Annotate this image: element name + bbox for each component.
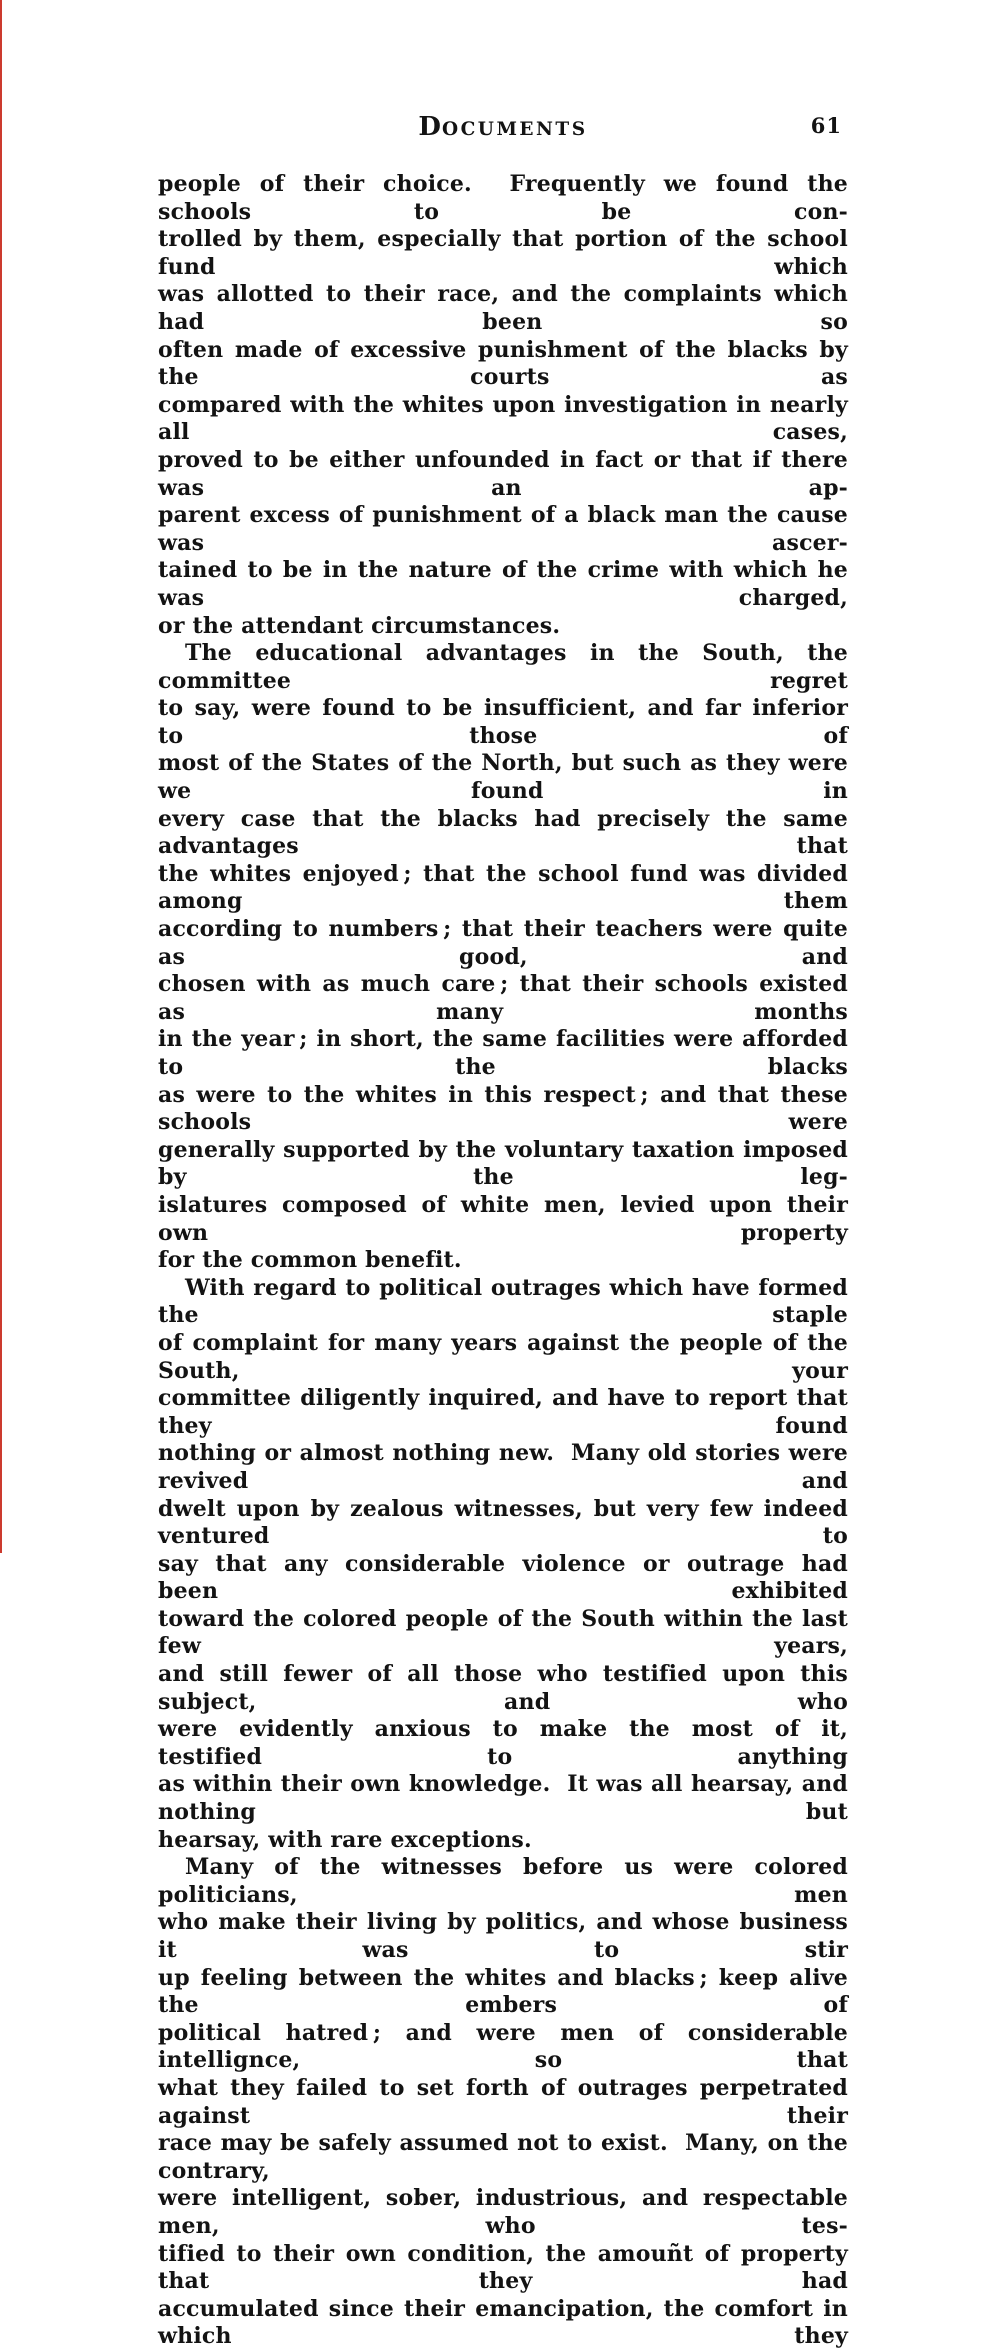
text-line: With regard to political outrages which have formed the staple — [158, 1274, 848, 1329]
text-line: were intelligent, sober, industrious, and respectable men, who tes- — [158, 2185, 848, 2239]
running-head — [158, 112, 848, 142]
text-line: often made of excessive punishment of the blacks by the courts as — [158, 336, 848, 391]
text-line: the whites enjoyed ; that the school fund was divided among them — [158, 860, 848, 915]
text-line: and still fewer of all those who testified upon this subject, and who — [158, 1661, 848, 1715]
scan-edge-artifact — [0, 0, 2, 1553]
text-line: were evidently anxious to make the most of it, testified to anything — [158, 1716, 848, 1770]
text-line: race may be safely assumed not to exist. Many, on the contrary, — [158, 2130, 848, 2184]
text-line: every case that the blacks had precisely the same advantages that — [158, 805, 848, 860]
text-line: The educational advantages in the South, the committee regret — [158, 640, 848, 694]
text-line: parent excess of punishment of a black man the cause was ascer- — [158, 502, 848, 556]
text-line: committee diligently inquired, and have to report that they found — [158, 1385, 848, 1439]
text-line: up feeling between the whites and blacks ; keep alive the embers of — [158, 1964, 848, 2019]
text-line: tained to be in the nature of the crime with which he was charged, — [158, 557, 848, 611]
text-line: tified to their own condition, the amouñt of property that they had — [158, 2240, 848, 2295]
page-number: 61 — [810, 113, 842, 138]
text-line: hearsay, with rare exceptions. — [158, 1826, 532, 1853]
text-line: accumulated since their emancipation, the comfort in which they — [158, 2295, 848, 2350]
text-line: chosen with as much care ; that their schools existed as many months — [158, 971, 848, 1025]
text-line: islatures composed of white men, levied upon their own property — [158, 1191, 848, 1246]
text-line: who make their living by politics, and whose business it was to stir — [158, 1909, 848, 1963]
text-line: nothing or almost nothing new. Many old stories were revived and — [158, 1440, 848, 1494]
text-line: according to numbers ; that their teachers were quite as good, and — [158, 916, 848, 970]
text-line: Many of the witnesses before us were colored politicians, men — [158, 1854, 848, 1908]
text-line: people of their choice. Frequently we found the schools to be con- — [158, 171, 848, 225]
text-line: dwelt upon by zealous witnesses, but very few indeed ventured to — [158, 1495, 848, 1550]
text-line: trolled by them, especially that portion of the school fund which — [158, 226, 848, 280]
text-line: toward the colored people of the South within the last few years, — [158, 1605, 848, 1660]
text-line: for the common benefit. — [158, 1247, 462, 1274]
body-text — [158, 171, 848, 2351]
text-line: as within their own knowledge. It was all hearsay, and nothing but — [158, 1771, 848, 1826]
text-line: in the year ; in short, the same facilities were afforded to the blacks — [158, 1026, 848, 1080]
running-head-title-rest: OCUMENTS — [441, 119, 588, 140]
text-line: say that any considerable violence or outrage had been exhibited — [158, 1550, 848, 1605]
text-line: or the attendant circumstances. — [158, 612, 561, 639]
text-line: what they failed to set forth of outrages perpetrated against their — [158, 2074, 848, 2129]
text-line: compared with the whites upon investigation in nearly all cases, — [158, 391, 848, 446]
text-line: as were to the whites in this respect ; and that these schools were — [158, 1081, 848, 1136]
text-line: most of the States of the North, but such as they were we found in — [158, 750, 848, 805]
text-line: political hatred ; and were men of considerable intellignce, so that — [158, 2019, 848, 2074]
text-line: generally supported by the voluntary taxation imposed by the leg- — [158, 1136, 848, 1191]
text-line: to say, were found to be insufficient, and far inferior to those of — [158, 695, 848, 749]
text-line: proved to be either unfounded in fact or that if there was an ap- — [158, 446, 848, 501]
running-head-title-initial: D — [418, 112, 442, 142]
text-line: of complaint for many years against the people of the South, your — [158, 1329, 848, 1384]
text-line: was allotted to their race, and the complaints which had been so — [158, 281, 848, 335]
